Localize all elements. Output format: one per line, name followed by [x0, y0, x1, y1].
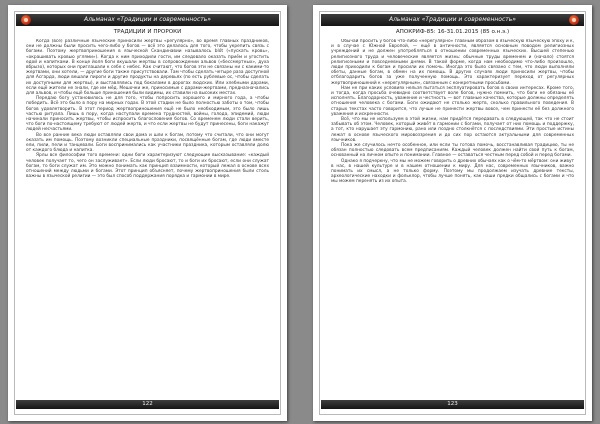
- page-number: 122: [16, 400, 279, 409]
- paragraph: Во все ранние века люди оставляли свои дома и шли к богам, потому что считали, что они могут оказать им помощь. Поэтому возникли специальные праздники, посвящённые богам, где люди вместе ели, пили, пели и танцевали. Боги воспринимались как участники праздника, которым оставляли долю от каждого блюда и напитка.: [26, 132, 269, 154]
- paragraph: Пока же случилось нечто особенное, или если ты готова помочь, восстанавливая традицию, ты не обязан полностью следовать всем предписаниям. Каждый человек должен найти свой путь к богам, основанный на личном опыте и понимании. Главное — оставаться честным перед собой и перед богами.: [331, 143, 574, 159]
- page-number: 123: [321, 400, 584, 409]
- running-header: Альманах «Традиции и современность»: [321, 14, 584, 26]
- page-body: [331, 39, 574, 396]
- paragraph: Нам не при каких условиях нельзя пытаться эксплуатировать богов в своих интересах. Кроме того, и тогда, когда просьба очевидно соответствует воле богов, нужно помнить, что боги не обязаны её исполнять. Благодарность, уважение и честность — вот главные качества, которые должны определять отношения человека с богами. Боги ожидают не столько жертв, сколько правильного поведения. В старых текстах часто говорится, что лучше не принести жертвы вовсе, чем принести её без должного уважения и искренности.: [331, 85, 574, 117]
- paragraph: Ярлы все философии того времени: одни боги характеризуют следующие высказывание: «каждый человек получает то, чего он заслуживает». Если люди бросают, то и боги их бросают, если они служат богам, то боги служат им. Это можно понимать как принцип взаимности, который лежал в основе всех отношений между людьми и богами. Этот принцип объясняет, почему жертвоприношения были столь важны в языческой религии — это был способ поддержания порядка и гармонии в мире.: [26, 153, 269, 180]
- paragraph: Передаю богу установилось не для того, чтобы попросить хорошего и мирного года, а чтобы победить. Всё это было в пору на мирных годах. В этой стадии не было полностью заботы о том, чтобы богов удовлетворить. В этот период жертвоприношения ещё не было необходимым, это было лишь частью ритуала. Лишь в пору, когда наступали времена трудностей, войны, голода, эпидемий, люди начинали приносить жертвы, чтобы испросить благословения богов. Со временем люди стали верить, что боги по-настоящему требуют от людей жертв, и что если жертвы не будут принесены, боги накажут людей несчастьями.: [26, 96, 269, 133]
- section-title: ТРАДИЦИИ И ПРОРОКИ: [113, 29, 182, 35]
- page-body: [26, 39, 269, 396]
- paragraph: Однако я подчеркну, что мы не можем говорить о древних обычаях как о чём-то мёртвом: они живут в нас, в нашей культуре и в нашем отношении к миру. Для нас, современных язычников, важно понимать их смысл, а не только форму. Поэтому мы продолжаем изучать древние тексты, археологические находки и фольклор, чтобы лучше понять, как наши предки общались с богами и что мы можем перенять из их опыта.: [331, 158, 574, 185]
- almanac-logo-icon: [21, 15, 31, 25]
- section-title: АПОКРИФ-85: 16-31.01.2015 (85 о.н.э.): [395, 29, 510, 35]
- paragraph: Когда (все) различные языческие приносили жертвы «регулярно», во время главных праздников, они не должны были просить чего-либо у богов — всё это делалось для того, чтобы укрепить связь с богами. Поэтому жертвоприношения в языческой Скандинавии называлось blót («пускать кровь», «окрашивать кровью углями»). Когда к ним приходили гости, им следовало оказать приём и угостить едой и напитками. В конце йоля боги вкушали жертвы в сопровождении альвов («бессмертных», духа вбрызо), которых они приглашали к себе с небес. Как считают, что богов эти не связаны ни с какими-то жертвами, они хотели, — другие боги также присутствовали. Там чтобы сделать четыре раза доступной для Асгарда, люди вешали пироги и другие продукты на деревьях (по есть рублевые ос, чтобы сделать их доступными для жертвы), и выставлялись под бокалами в дорогах людских. Или хлебными дарами, если ещё жители не знали, где им мёд. Мешочки же, приносимые с дарами-жертвами, предназначались для альвов, и чтобы ещё больше приношения были видимы, их ставили на высоких местах.: [26, 39, 269, 97]
- almanac-logo-icon: [569, 15, 579, 25]
- left-page: [8, 5, 287, 421]
- running-header: Альманах «Традиции и современность»: [16, 14, 279, 26]
- right-page: [313, 5, 592, 421]
- paragraph: Обычай просить у богов что-либо «нерегулярно» главным образом в языческую языческую эпоху и к, и в случае с Южной Европой, — ещё в античности, является основным поводом религиозных учреждений и не должен употребляться в отношении современных языческих. Высшей степенью религиозного труда и человеческие является жизнь: обычные труды временем и (начало) стоятся религиозными и повседневными днями. В такой форме, когда нам необходимо что-либо произошло, люди приходили к богам и просили их помочь. Иногда это было связано с тем, что люди выполняли обеты, данные богам, в обмен на их помощь. В других случаях люди приносили жертвы, чтобы отблагодарить богов за уже полученную помощь. Это характеризует переход от регулярных жертвоприношений к «нерегулярным», связанным с конкретными просьбами.: [331, 39, 574, 86]
- paragraph: Всё, что мы не используем в этой жизни, нам придётся передавать в следующей, так что не стоит забывать об этом. Человек, который живёт в гармонии с богами, получает от них помощь и поддержку, а тот, кто нарушает эту гармонию, рано или поздно столкнётся с последствиями. Эти простые истины лежат в основе языческого мировоззрения и до сих пор остаются актуальными для современных язычников.: [331, 117, 574, 143]
